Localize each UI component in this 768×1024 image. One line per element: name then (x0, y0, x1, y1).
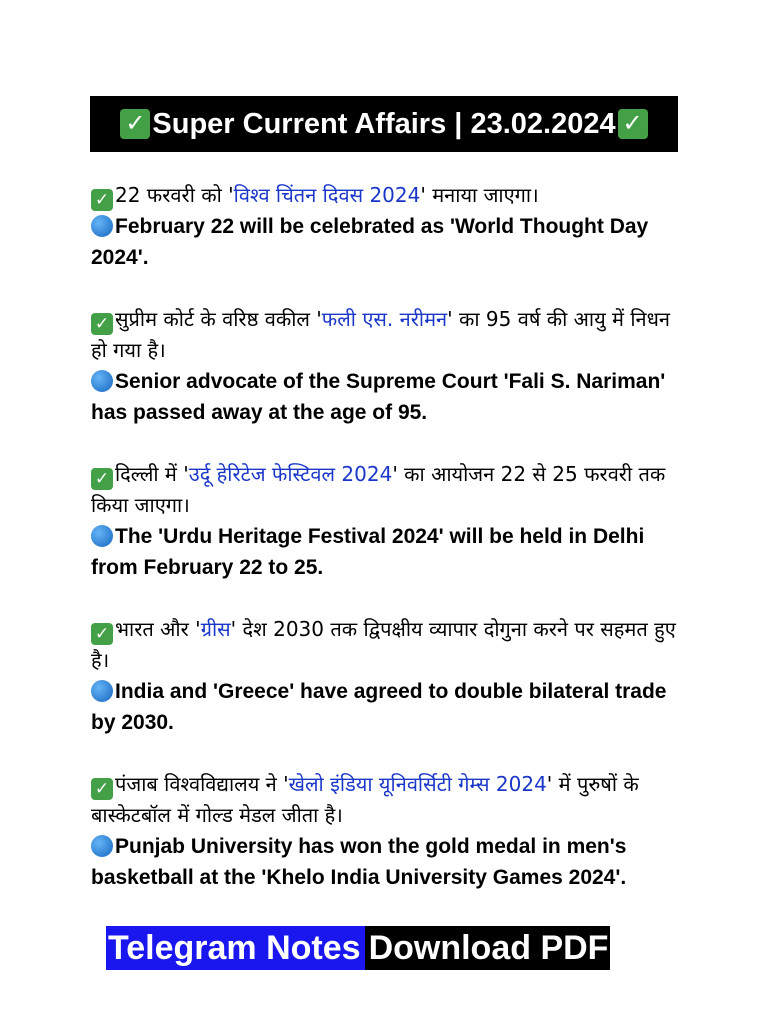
hindi-line (91, 459, 681, 521)
english-text: February 22 will be celebrated as 'World Thought Day 2024'. (91, 215, 649, 269)
news-item (91, 304, 681, 428)
check-mark-icon: ✓ (91, 623, 113, 645)
news-item (91, 459, 681, 583)
page-title-banner (90, 96, 678, 152)
highlight-text: विश्व चिंतन दिवस 2024 (233, 183, 421, 207)
english-text: The 'Urdu Heritage Festival 2024' will be held in Delhi from February 22 to 25. (91, 525, 645, 579)
english-line (91, 366, 681, 428)
hindi-text: ' देश 2030 तक द्विपक्षीय व्यापार दोगुना करने पर सहमत हुए है। (91, 617, 676, 672)
check-mark-icon: ✓ (91, 313, 113, 335)
hindi-text: ' में पुरुषों के बास्केटबॉल में गोल्ड मेडल जीता है। (91, 772, 639, 827)
english-line (91, 211, 681, 273)
hindi-text: ' का आयोजन 22 से 25 फरवरी तक किया जाएगा। (91, 462, 666, 517)
highlight-text: फली एस. नरीमन (321, 307, 448, 331)
page-title: Super Current Affairs | 23.02.2024 (152, 107, 616, 140)
english-line (91, 676, 681, 738)
english-text: Punjab University has won the gold medal in men's basketball at the 'Khelo India University Games 2024'. (91, 835, 627, 889)
check-mark-icon: ✓ (91, 778, 113, 800)
footer-banner (106, 926, 610, 970)
check-mark-icon: ✓ (91, 468, 113, 490)
news-item (91, 614, 681, 738)
highlight-text: खेलो इंडिया यूनिवर्सिटी गेम्स 2024 (288, 772, 547, 796)
hindi-line (91, 304, 681, 366)
blue-circle-icon (91, 680, 113, 702)
hindi-line (91, 180, 681, 211)
english-text: India and 'Greece' have agreed to double bilateral trade by 2030. (91, 680, 667, 734)
telegram-notes-label: Telegram Notes (106, 926, 365, 970)
hindi-text: दिल्ली में ' (115, 462, 189, 486)
english-line (91, 521, 681, 583)
blue-circle-icon (91, 525, 113, 547)
hindi-text: पंजाब विश्वविद्यालय ने ' (115, 772, 289, 796)
news-item (91, 180, 681, 273)
hindi-line (91, 769, 681, 831)
blue-circle-icon (91, 215, 113, 237)
english-line (91, 831, 681, 893)
highlight-text: ग्रीस (200, 617, 231, 641)
blue-circle-icon (91, 370, 113, 392)
hindi-text: 22 फरवरी को ' (115, 183, 234, 207)
blue-circle-icon (91, 835, 113, 857)
download-pdf-label: Download PDF (365, 926, 611, 970)
check-mark-icon: ✓ (618, 109, 648, 139)
hindi-line (91, 614, 681, 676)
hindi-text: सुप्रीम कोर्ट के वरिष्ठ वकील ' (115, 307, 322, 331)
check-mark-icon: ✓ (120, 109, 150, 139)
news-list (91, 180, 681, 924)
hindi-text: भारत और ' (115, 617, 201, 641)
hindi-text: ' मनाया जाएगा। (420, 183, 539, 207)
english-text: Senior advocate of the Supreme Court 'Fali S. Nariman' has passed away at the age of 95. (91, 370, 666, 424)
check-mark-icon: ✓ (91, 189, 113, 211)
highlight-text: उर्दू हेरिटेज फेस्टिवल 2024 (188, 462, 393, 486)
news-item (91, 769, 681, 893)
hindi-text: ' का 95 वर्ष की आयु में निधन हो गया है। (91, 307, 671, 362)
